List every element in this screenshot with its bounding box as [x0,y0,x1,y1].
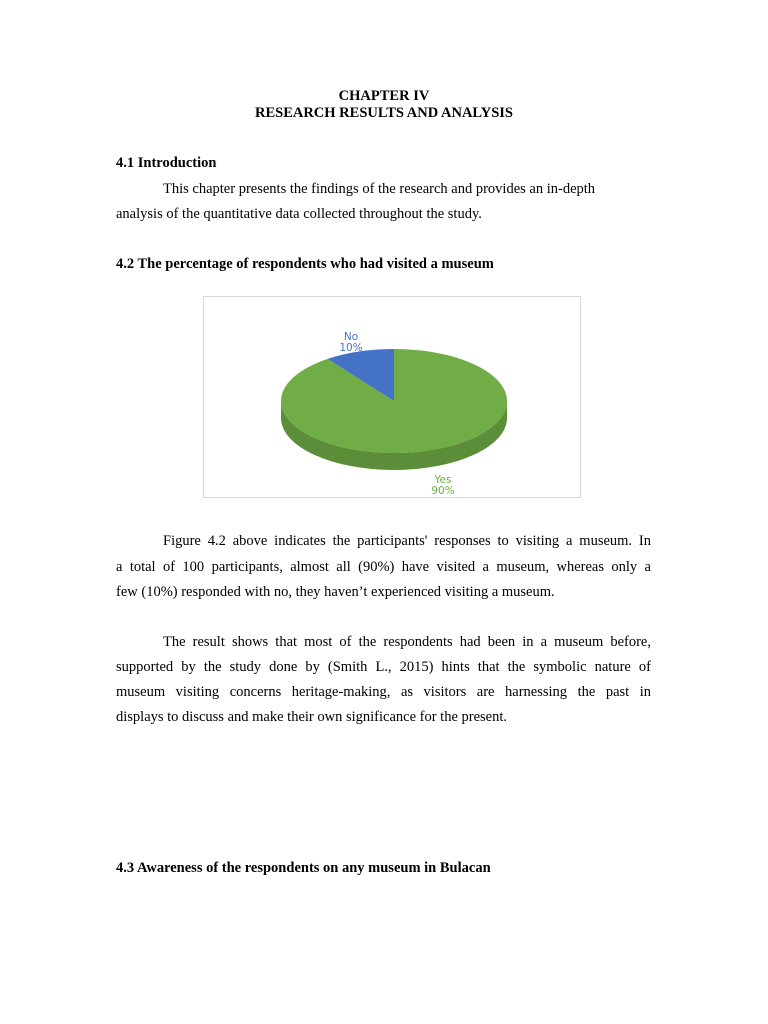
paragraph-line: analysis of the quantitative data collected throughout the study. [116,206,482,222]
paragraph-line: supported by the study done by (Smith L., 2015) hints that the symbolic nature of [116,659,651,675]
paragraph-line: displays to discuss and make their own significance for the present. [116,709,507,725]
paragraph-line: Figure 4.2 above indicates the participants' responses to visiting a museum. In [163,533,651,549]
paragraph-line: a total of 100 participants, almost all (90%) have visited a museum, whereas only a [116,559,651,575]
chapter-title: RESEARCH RESULTS AND ANALYSIS [254,105,513,121]
paragraph-line: This chapter presents the findings of the research and provides an in-depth [163,181,596,197]
section-heading-4-1: 4.1 Introduction [116,155,217,171]
chapter-number: CHAPTER IV [338,88,430,104]
pie-chart [203,296,581,498]
data-label-no-value: 10% [339,342,363,354]
paragraph-line: few (10%) responded with no, they haven’t experienced visiting a museum. [116,584,555,600]
data-label-yes-category: Yes [434,474,452,486]
pie-chart-svg [204,297,582,499]
data-label-yes-value: 90% [431,485,455,497]
data-label-no-category: No [343,331,359,343]
paragraph-line: The result shows that most of the respondents had been in a museum before, [163,634,651,650]
paragraph-line: museum visiting concerns heritage-making, as visitors are harnessing the past in [116,684,651,700]
section-heading-4-2: 4.2 The percentage of respondents who had visited a museum [116,256,494,272]
section-heading-4-3: 4.3 Awareness of the respondents on any museum in Bulacan [116,860,491,876]
